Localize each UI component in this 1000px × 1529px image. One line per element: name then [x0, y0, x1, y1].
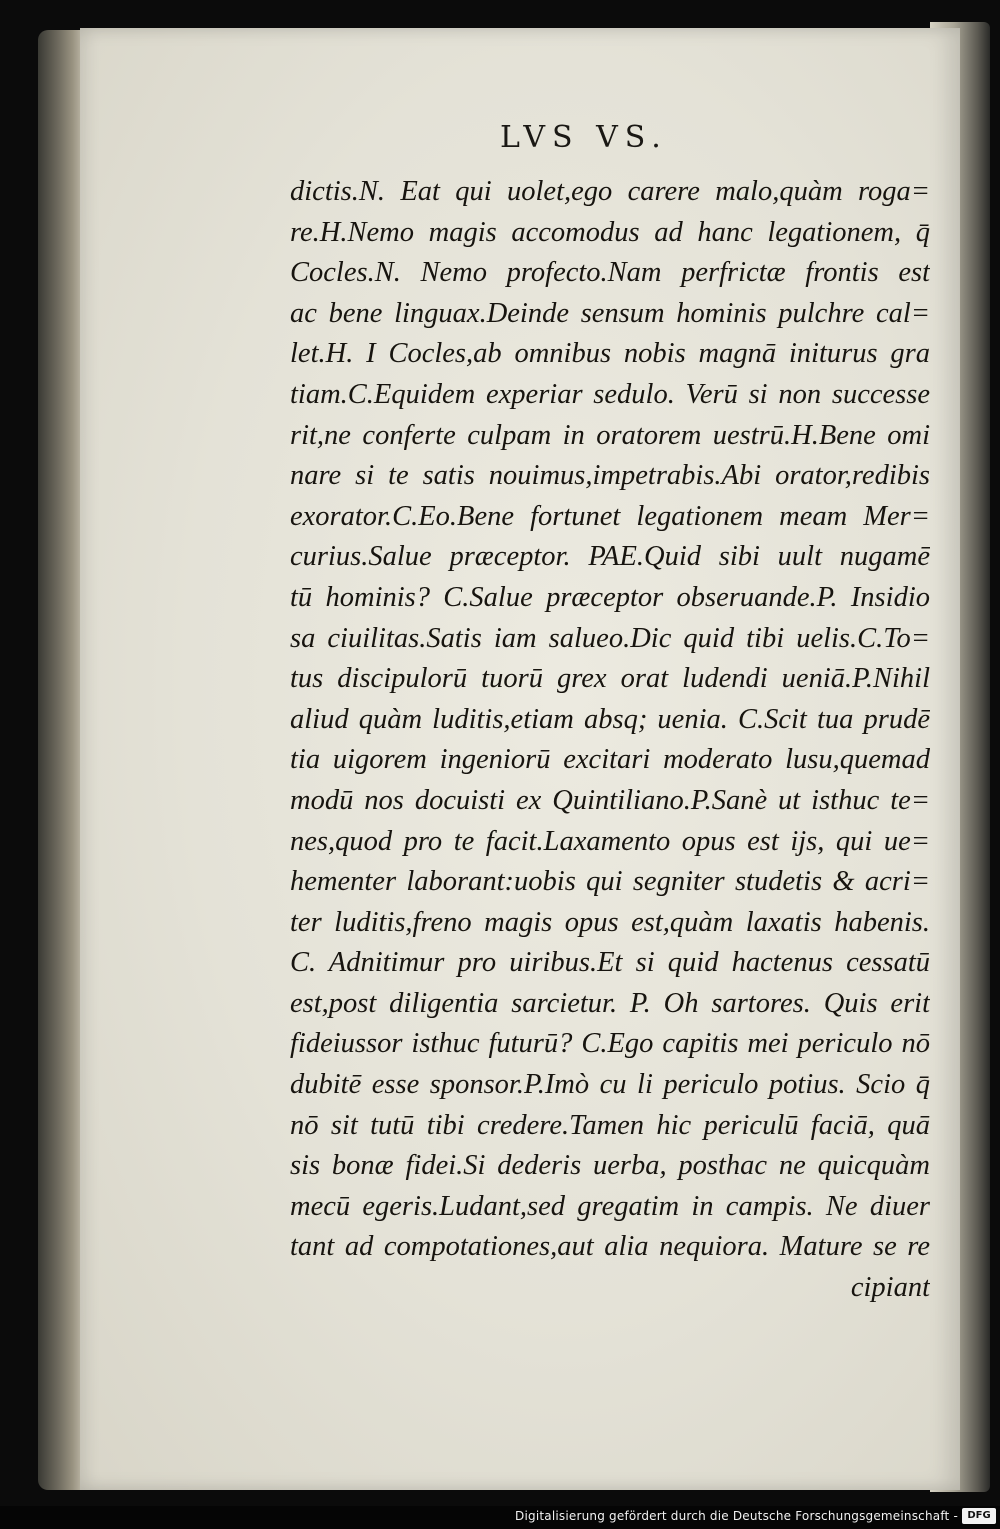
text-line: sa ciuilitas.Satis iam salueo.Dic quid tibi uelis.C.To=	[290, 622, 930, 654]
text-line: nare si te satis nouimus,impetrabis.Abi orator,redibis	[290, 460, 930, 492]
text-line: hementer laborant:uobis qui segniter studetis & acri=	[290, 866, 930, 898]
text-line: tia uigorem ingeniorū excitari moderato lusu,quemad	[290, 744, 930, 776]
footer-bar	[0, 1506, 1000, 1529]
text-line: dictis.N. Eat qui uolet,ego carere malo,quàm roga=	[290, 176, 930, 207]
text-line: tū hominis? C.Salue præceptor obseruande.P. Insidio	[290, 581, 930, 613]
text-line: rit,ne conferte culpam in oratorem uestrū.H.Bene omi	[290, 419, 930, 451]
body-text	[290, 172, 930, 1309]
text-line: tiam.C.Equidem experiar sedulo. Verū si non successe	[290, 378, 930, 410]
text-line: nō sit tutū tibi credere.Tamen hic periculū faciā, quā	[290, 1109, 930, 1141]
text-line: fideiussor isthuc futurū? C.Ego capitis mei periculo nō	[290, 1028, 930, 1060]
text-line: cipiant	[850, 1272, 930, 1304]
text-line: sis bonæ fidei.Si dederis uerba, posthac ne quicquàm	[290, 1150, 930, 1182]
dfg-logo-icon: DFG	[962, 1508, 996, 1524]
text-line: ter luditis,freno magis opus est,quàm laxatis habenis.	[290, 906, 930, 938]
running-head: LVS VS.	[500, 120, 668, 155]
text-line: exorator.C.Eo.Bene fortunet legationem meam Mer=	[290, 500, 930, 532]
text-line: dubitē esse sponsor.P.Imò cu li periculo potius. Scio q̄	[290, 1069, 930, 1101]
text-line: tant ad compotationes,aut alia nequiora. Mature se re	[290, 1231, 930, 1263]
text-line: tus discipulorū tuorū grex orat ludendi ueniā.P.Nihil	[290, 663, 930, 695]
bleed-through	[260, 98, 284, 166]
text-line: curius.Salue præceptor. PAE.Quid sibi uult nugamē	[290, 541, 930, 573]
text-line: modū nos docuisti ex Quintiliano.P.Sanè ut isthuc te=	[290, 784, 930, 816]
footer-credit: Digitalisierung gefördert durch die Deutsche Forschungsgemeinschaft -	[515, 1509, 958, 1523]
text-line: ac bene linguax.Deinde sensum hominis pulchre cal=	[290, 297, 930, 329]
text-line: nes,quod pro te facit.Laxamento opus est ijs, qui ue=	[290, 825, 930, 857]
text-line: C. Adnitimur pro uiribus.Et si quid hactenus cessatū	[290, 947, 930, 979]
text-line: mecū egeris.Ludant,sed gregatim in campis. Ne diuer	[290, 1190, 930, 1222]
text-line: Cocles.N. Nemo profecto.Nam perfrictæ frontis est	[290, 257, 930, 289]
text-line: est,post diligentia sarcietur. P. Oh sartores. Quis erit	[290, 987, 930, 1019]
text-line: let.H. I Cocles,ab omnibus nobis magnā initurus gra	[290, 338, 930, 370]
text-line: re.H.Nemo magis accomodus ad hanc legationem, q̄	[290, 216, 930, 248]
text-line: aliud quàm luditis,etiam absq; uenia. C.Scit tua prudē	[290, 703, 930, 735]
